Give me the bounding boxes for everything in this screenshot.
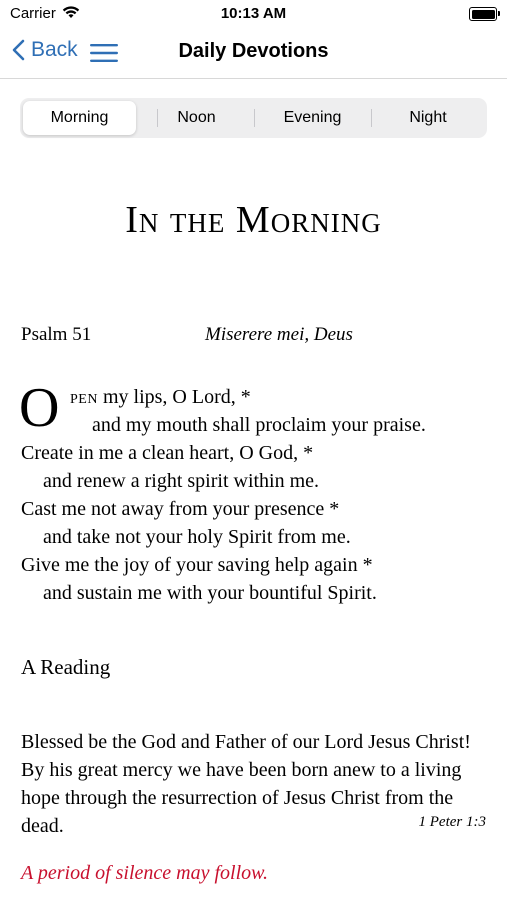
clock: 10:13 AM — [220, 5, 287, 22]
psalm-line: and take not your holy Spirit from me. — [43, 526, 351, 548]
status-bar — [0, 0, 507, 28]
back-label: Back — [31, 38, 78, 61]
psalm-line: Create in me a clean heart, O God, * — [21, 442, 314, 464]
psalm-line: and sustain me with your bountiful Spirit. — [43, 582, 377, 604]
battery-icon — [469, 7, 497, 21]
segment-evening[interactable]: Evening — [283, 109, 342, 126]
segment-night[interactable]: Night — [409, 109, 447, 126]
rubric-text: A period of silence may follow. — [21, 862, 269, 884]
psalm-latin-title: Miserere mei, Deus — [205, 324, 353, 345]
psalm-line — [70, 386, 251, 409]
page-title: Daily Devotions — [178, 40, 329, 62]
segment-divider — [254, 109, 255, 127]
reading-label: A Reading — [21, 655, 111, 679]
psalm-line: Cast me not away from your presence * — [21, 498, 340, 520]
psalm-opening-caps: PEN — [70, 392, 98, 407]
psalm-line: Give me the joy of your saving help again * — [21, 554, 373, 576]
reading-text: Blessed be the God and Father of our Lord Jesus Christ! By his great mercy we have been born anew to a living hope through the resurrection of Jesus Christ from the dead. — [21, 731, 471, 837]
psalm-line: and renew a right spirit within me. — [43, 470, 320, 492]
psalm-line: and my mouth shall proclaim your praise. — [92, 414, 426, 436]
segment-morning[interactable]: Morning — [23, 101, 136, 135]
psalm-line-text: my lips, O Lord, * — [102, 386, 251, 408]
time-of-day-segmented-control — [20, 98, 487, 138]
navigation-bar — [0, 28, 507, 79]
drop-cap: O — [19, 377, 60, 439]
reading-citation: 1 Peter 1:3 — [418, 814, 486, 830]
section-heading: In the Morning — [125, 199, 382, 241]
carrier-label: Carrier — [10, 5, 56, 22]
segment-noon[interactable]: Noon — [177, 109, 216, 126]
psalm-label: Psalm 51 — [21, 324, 92, 345]
